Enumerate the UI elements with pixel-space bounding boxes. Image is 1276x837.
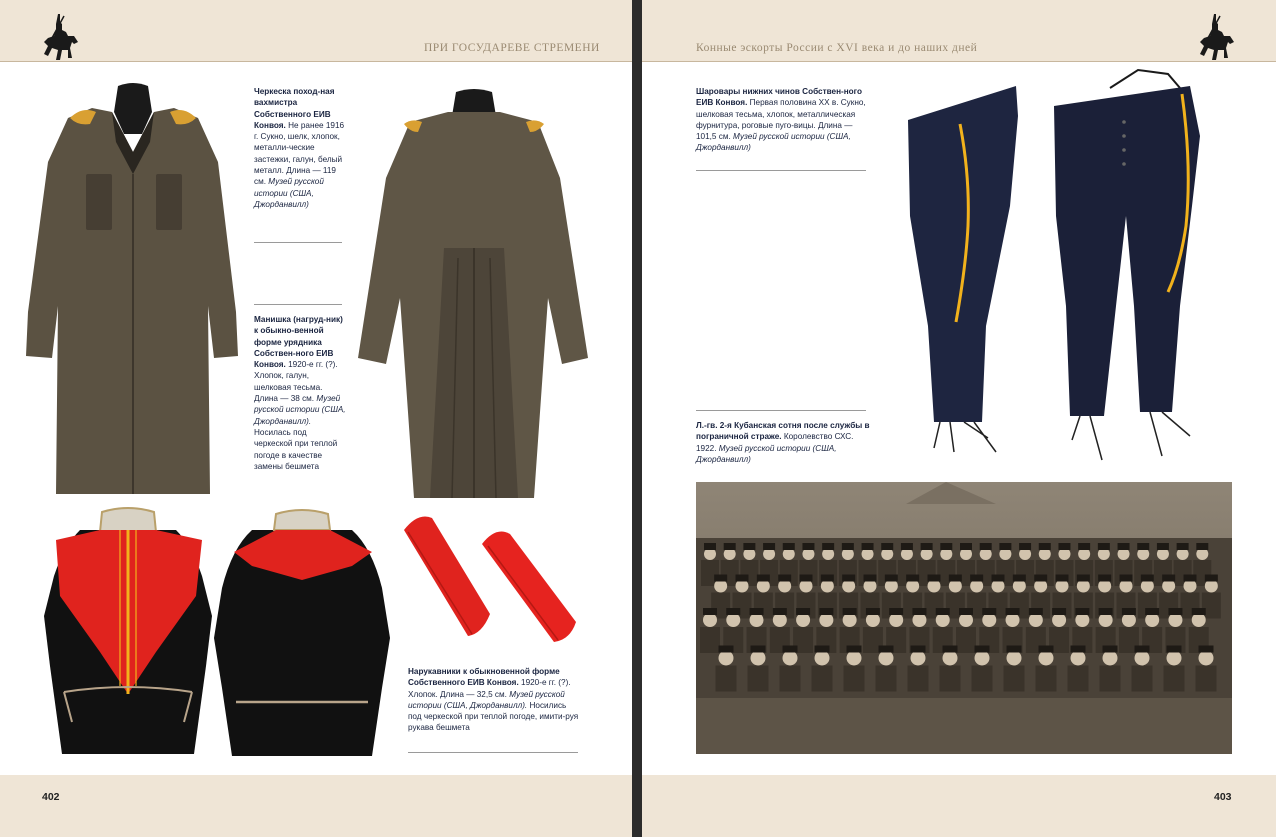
photo-figure-head [1135, 651, 1150, 666]
caption-sharovary-title: Шаровары нижних чинов Собствен-ного ЕИВ Конвоя. [696, 87, 862, 108]
caption-divider [408, 752, 578, 753]
photo-figure-body [1068, 666, 1089, 692]
photo-figure-head [750, 613, 764, 627]
photo-figure-head [866, 613, 880, 627]
manishka-back-photo [212, 508, 392, 763]
photo-figure-head [1192, 613, 1206, 627]
photo-figure-hat [992, 575, 1005, 582]
photo-figure-head [959, 613, 973, 627]
photo-figure-head [726, 613, 740, 627]
caption-cherkeska [254, 86, 346, 210]
photo-figure-hat [800, 575, 813, 582]
photo-figure-head [1199, 651, 1214, 666]
photo-figure-hat [1141, 575, 1154, 582]
photo-figure-hat [885, 575, 898, 582]
photo-figure-hat [1007, 646, 1022, 653]
photo-figure-head [1103, 651, 1118, 666]
caption-manishka [254, 314, 346, 472]
photo-figure-head [773, 613, 787, 627]
photo-figure-hat [819, 608, 833, 615]
photo-figure-hat [928, 575, 941, 582]
photo-figure-head [889, 613, 903, 627]
photo-figure-head [847, 651, 862, 666]
photo-figure-hat [959, 608, 973, 615]
photo-figure-head [982, 613, 996, 627]
photo-figure-hat [778, 575, 791, 582]
photo-figure-hat [842, 543, 854, 550]
narukavniki-photo [398, 510, 584, 651]
photo-figure-body [1196, 666, 1217, 692]
caption-group-photo [696, 420, 872, 465]
photo-figure-hat [750, 608, 764, 615]
group-photo [696, 482, 1232, 759]
photo-figure-hat [1019, 543, 1031, 550]
photo-figure-hat [704, 543, 716, 550]
caption-divider [696, 170, 866, 171]
photo-figure-head [879, 651, 894, 666]
photo-figure-hat [1157, 543, 1169, 550]
photo-figure-hat [1192, 608, 1206, 615]
caption-sharovary-text: Первая половина XX в. Сукно, шелковая тесьма, хлопок, металлическая фурнитура, роговые пуго-вицы. Длина — 101,5 см. [696, 98, 866, 142]
caption-narukavniki-text: 1920-е гг. (?). Хлопок. Длина — 32,5 см. [408, 678, 571, 699]
photo-figure-hat [1029, 608, 1043, 615]
photo-figure-hat [982, 608, 996, 615]
photo-figure-hat [975, 646, 990, 653]
caption-manishka-title: Манишка (нагруд-ник) к обыкно-венной форме урядника Собствен-ного ЕИВ Конвоя. [254, 315, 343, 370]
photo-figure-head [1007, 651, 1022, 666]
photo-figure-hat [1078, 543, 1090, 550]
photo-figure-hat [1162, 575, 1175, 582]
photo-figure-body [780, 666, 801, 692]
footer-band [0, 775, 632, 837]
caption-narukavniki-note: Носились под черкеской при теплой погоде, имити-руя рукава бешмета [408, 700, 579, 733]
photo-figure-hat [1120, 575, 1133, 582]
photo-figure-head [719, 651, 734, 666]
photo-figure-hat [1056, 575, 1069, 582]
photo-figure-head [843, 613, 857, 627]
photo-figure-hat [936, 608, 950, 615]
sharovary-side-photo [904, 86, 1024, 481]
photo-figure-hat [1168, 608, 1182, 615]
photo-figure-head [975, 651, 990, 666]
photo-figure-hat [796, 608, 810, 615]
photo-figure-hat [889, 608, 903, 615]
cherkeska-front-photo [22, 82, 244, 505]
photo-figure-hat [1145, 608, 1159, 615]
photo-figure-hat [866, 608, 880, 615]
photo-figure-hat [815, 646, 830, 653]
footer-band [642, 775, 1276, 837]
photo-figure-hat [751, 646, 766, 653]
photo-figure-hat [970, 575, 983, 582]
photo-figure-hat [1199, 646, 1214, 653]
photo-figure-hat [1039, 543, 1051, 550]
photo-figure-body [940, 666, 961, 692]
caption-sharovary [696, 86, 872, 154]
photo-figure-body [972, 666, 993, 692]
photo-figure-head [1168, 613, 1182, 627]
right-page [642, 0, 1276, 837]
photo-figure-body [1164, 666, 1185, 692]
photo-figure-body [876, 666, 897, 692]
running-head: Конные эскорты России с XVI века и до наших дней [696, 42, 978, 54]
photo-figure-head [1145, 613, 1159, 627]
photo-figure-hat [726, 608, 740, 615]
caption-manishka-source: Музей русской истории (США, Джорданвилл). [254, 394, 346, 426]
caption-divider [696, 410, 866, 411]
photo-figure-head [936, 613, 950, 627]
photo-figure-hat [1196, 543, 1208, 550]
photo-figure-hat [901, 543, 913, 550]
photo-figure-hat [1075, 608, 1089, 615]
photo-figure-head [796, 613, 810, 627]
photo-figure-hat [911, 646, 926, 653]
photo-figure-head [943, 651, 958, 666]
photo-figure-body [1100, 666, 1121, 692]
photo-figure-hat [1013, 575, 1026, 582]
photo-figure-head [1071, 651, 1086, 666]
photo-figure-hat [879, 646, 894, 653]
sharovary-front-photo [1050, 66, 1210, 481]
photo-figure-head [1099, 613, 1113, 627]
caption-cherkeska-text: Не ранее 1916 г. Сукно, шелк, хлопок, металли-ческие застежки, галун, белый металл. Длина — 119 см. [254, 120, 345, 187]
header-rule [642, 61, 1276, 62]
photo-figure-head [783, 651, 798, 666]
photo-figure-hat [862, 543, 874, 550]
photo-figure-head [703, 613, 717, 627]
spine-gutter [632, 0, 642, 837]
photo-figure-hat [864, 575, 877, 582]
photo-figure-head [751, 651, 766, 666]
photo-figure-head [819, 613, 833, 627]
caption-group-photo-title: Л.-гв. 2-я Кубанская сотня после службы в пограничной страже. [696, 421, 870, 442]
photo-figure-hat [912, 608, 926, 615]
photo-figure-head [1029, 613, 1043, 627]
photo-figure-hat [757, 575, 770, 582]
photo-figure-body [748, 666, 769, 692]
photo-figure-hat [1077, 575, 1090, 582]
photo-figure-hat [949, 575, 962, 582]
photo-figure-hat [1135, 646, 1150, 653]
photo-figure-hat [960, 543, 972, 550]
photo-figure-head [1075, 613, 1089, 627]
caption-group-photo-source: Музей русской истории (США, Джорданвилл) [696, 443, 837, 464]
photo-figure-hat [1006, 608, 1020, 615]
photo-figure-hat [724, 543, 736, 550]
photo-figure-hat [842, 575, 855, 582]
manishka-front-photo [44, 506, 214, 761]
photo-figure-hat [783, 646, 798, 653]
caption-cherkeska-title: Черкеска поход-ная вахмистра Собственного ЕИВ Конвоя. [254, 87, 335, 130]
photo-figure-hat [743, 543, 755, 550]
photo-figure-hat [703, 608, 717, 615]
photo-figure-hat [1184, 575, 1197, 582]
photo-figure-hat [736, 575, 749, 582]
photo-figure-hat [843, 608, 857, 615]
photo-figure-hat [940, 543, 952, 550]
cherkeska-back-photo [352, 88, 596, 505]
photo-figure-body [700, 627, 720, 653]
photo-figure-hat [921, 543, 933, 550]
photo-figure-hat [847, 646, 862, 653]
photo-figure-hat [802, 543, 814, 550]
photo-figure-hat [714, 575, 727, 582]
photo-figure-body [812, 666, 833, 692]
photo-figure-hat [1058, 543, 1070, 550]
photo-figure-hat [822, 543, 834, 550]
header-rule [0, 61, 632, 62]
photo-figure-hat [1177, 543, 1189, 550]
photo-figure-hat [881, 543, 893, 550]
photo-figure-hat [906, 575, 919, 582]
caption-divider [254, 242, 342, 243]
photo-figure-head [911, 651, 926, 666]
photo-figure-head [912, 613, 926, 627]
photo-figure-hat [1098, 543, 1110, 550]
horse-rider-logo-icon [38, 12, 80, 75]
photo-figure-hat [980, 543, 992, 550]
photo-figure-body [1036, 666, 1057, 692]
caption-sharovary-source: Музей русской истории (США, Джорданвилл) [696, 132, 851, 153]
caption-group-photo-text: Королевство СХС. 1922. [696, 432, 854, 453]
photo-figure-head [815, 651, 830, 666]
photo-figure-hat [1167, 646, 1182, 653]
caption-narukavniki [408, 666, 580, 734]
photo-figure-hat [1137, 543, 1149, 550]
caption-narukavniki-source: Музей русской истории (США, Джорданвилл). [408, 689, 565, 710]
photo-figure-hat [1034, 575, 1047, 582]
page-number: 402 [42, 791, 60, 803]
photo-figure-body [844, 666, 865, 692]
photo-figure-hat [1118, 543, 1130, 550]
caption-manishka-note: Носилась под черкеской при теплой погоде в качестве замены бешмета [254, 427, 338, 471]
left-page [0, 0, 632, 837]
photo-figure-head [1167, 651, 1182, 666]
photo-figure-hat [821, 575, 834, 582]
photo-figure-head [1006, 613, 1020, 627]
page-number: 403 [1214, 791, 1232, 803]
photo-figure-hat [1071, 646, 1086, 653]
photo-figure-body [1004, 666, 1025, 692]
photo-figure-hat [1098, 575, 1111, 582]
caption-cherkeska-source: Музей русской истории (США, Джорданвилл) [254, 177, 324, 209]
photo-figure-hat [943, 646, 958, 653]
photo-figure-head [1052, 613, 1066, 627]
photo-figure-head [1122, 613, 1136, 627]
caption-manishka-text: 1920-е гг. (?). Хлопок, галун, шелковая тесьма. Длина — 38 см. [254, 360, 338, 404]
photo-figure-hat [783, 543, 795, 550]
photo-figure-hat [719, 646, 734, 653]
photo-figure-hat [773, 608, 787, 615]
photo-figure-head [1039, 651, 1054, 666]
photo-figure-hat [1122, 608, 1136, 615]
running-head: ПРИ ГОСУДАРЕВЕ СТРЕМЕНИ [424, 42, 600, 54]
caption-divider [254, 304, 342, 305]
photo-figure-hat [1039, 646, 1054, 653]
photo-figure-hat [1052, 608, 1066, 615]
photo-figure-body [908, 666, 929, 692]
photo-figure-hat [1103, 646, 1118, 653]
photo-figure-hat [763, 543, 775, 550]
photo-figure-body [716, 666, 737, 692]
photo-figure-body [1132, 666, 1153, 692]
caption-narukavniki-title: Нарукавники к обыкновенной форме Собственного ЕИВ Конвоя. [408, 667, 560, 688]
photo-figure-hat [1099, 608, 1113, 615]
photo-figure-hat [1205, 575, 1218, 582]
photo-figure-hat [999, 543, 1011, 550]
photo-figure-body [956, 627, 976, 653]
